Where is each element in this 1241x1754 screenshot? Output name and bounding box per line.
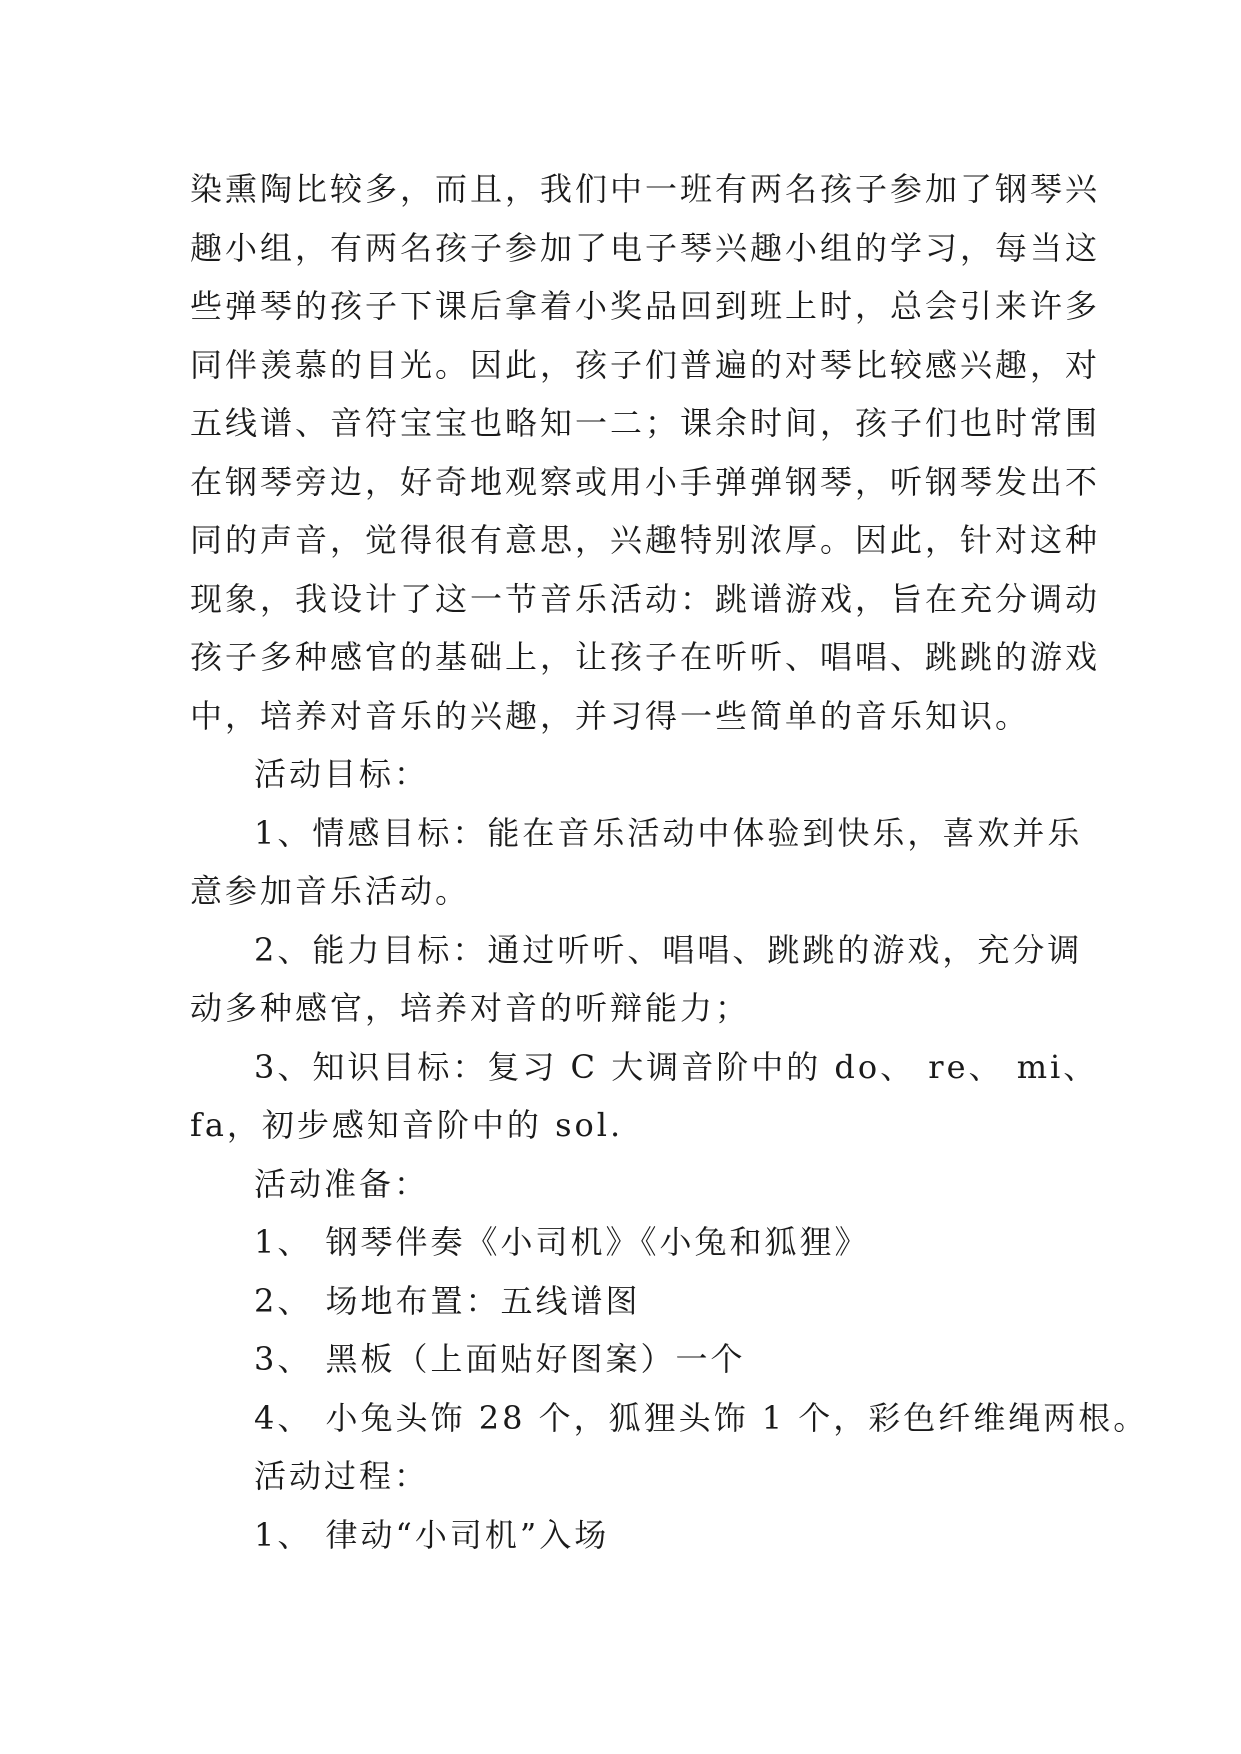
preparation-item-2: 2、 场地布置：五线谱图 [254, 1281, 641, 1320]
text-line: 1、情感目标：能在音乐活动中体验到快乐，喜欢并乐 [254, 813, 1083, 852]
text-line: 在钢琴旁边，好奇地观察或用小手弹弹钢琴，听钢琴发出不 [190, 462, 1101, 501]
text-line: 3、知识目标：复习 C 大调音阶中的 do、 re、 mi、 [254, 1047, 1099, 1086]
text-line: 动多种感官，培养对音的听辩能力； [190, 989, 751, 1027]
process-item-1: 1、 律动“小司机”入场 [254, 1515, 610, 1554]
text-line: 现象，我设计了这一节音乐活动：跳谱游戏，旨在充分调动 [190, 579, 1101, 618]
preparation-item-3: 3、 黑板（上面贴好图案）一个 [254, 1340, 746, 1378]
section-heading-preparation: 活动准备： [254, 1164, 430, 1203]
text-line: fa，初步感知音阶中的 sol. [190, 1106, 624, 1144]
text-line: 中，培养对音乐的兴趣，并习得一些简单的音乐知识。 [190, 696, 1031, 735]
text-line: 同伴羡慕的目光。因此，孩子们普遍的对琴比较感兴趣，对 [190, 345, 1101, 384]
text-line: 染熏陶比较多，而且，我们中一班有两名孩子参加了钢琴兴 [190, 170, 1101, 208]
text-line: 意参加音乐活动。 [190, 872, 471, 910]
goal-item-ability [190, 921, 1083, 1038]
goal-item-emotional [190, 804, 1083, 921]
intro-paragraph [190, 160, 1101, 745]
text-line: 趣小组，有两名孩子参加了电子琴兴趣小组的学习，每当这 [190, 228, 1101, 267]
text-line: 五线谱、音符宝宝也略知一二；课余时间，孩子们也时常围 [190, 404, 1101, 442]
text-line: 同的声音，觉得很有意思，兴趣特别浓厚。因此，针对这种 [190, 521, 1101, 559]
document-body [190, 160, 1149, 1564]
text-line: 些弹琴的孩子下课后拿着小奖品回到班上时，总会引来许多 [190, 287, 1101, 325]
preparation-item-1: 1、 钢琴伴奏《小司机》《小兔和狐狸》 [254, 1223, 870, 1261]
section-heading-goals: 活动目标： [254, 755, 430, 793]
goal-item-knowledge [190, 1038, 1099, 1155]
section-heading-process: 活动过程： [254, 1457, 430, 1495]
text-line: 2、能力目标：通过听听、唱唱、跳跳的游戏，充分调 [254, 930, 1083, 969]
text-line: 孩子多种感官的基础上，让孩子在听听、唱唱、跳跳的游戏 [190, 638, 1101, 676]
preparation-item-4: 4、 小兔头饰 28 个，狐狸头饰 1 个，彩色纤维绳两根。 [254, 1398, 1149, 1437]
